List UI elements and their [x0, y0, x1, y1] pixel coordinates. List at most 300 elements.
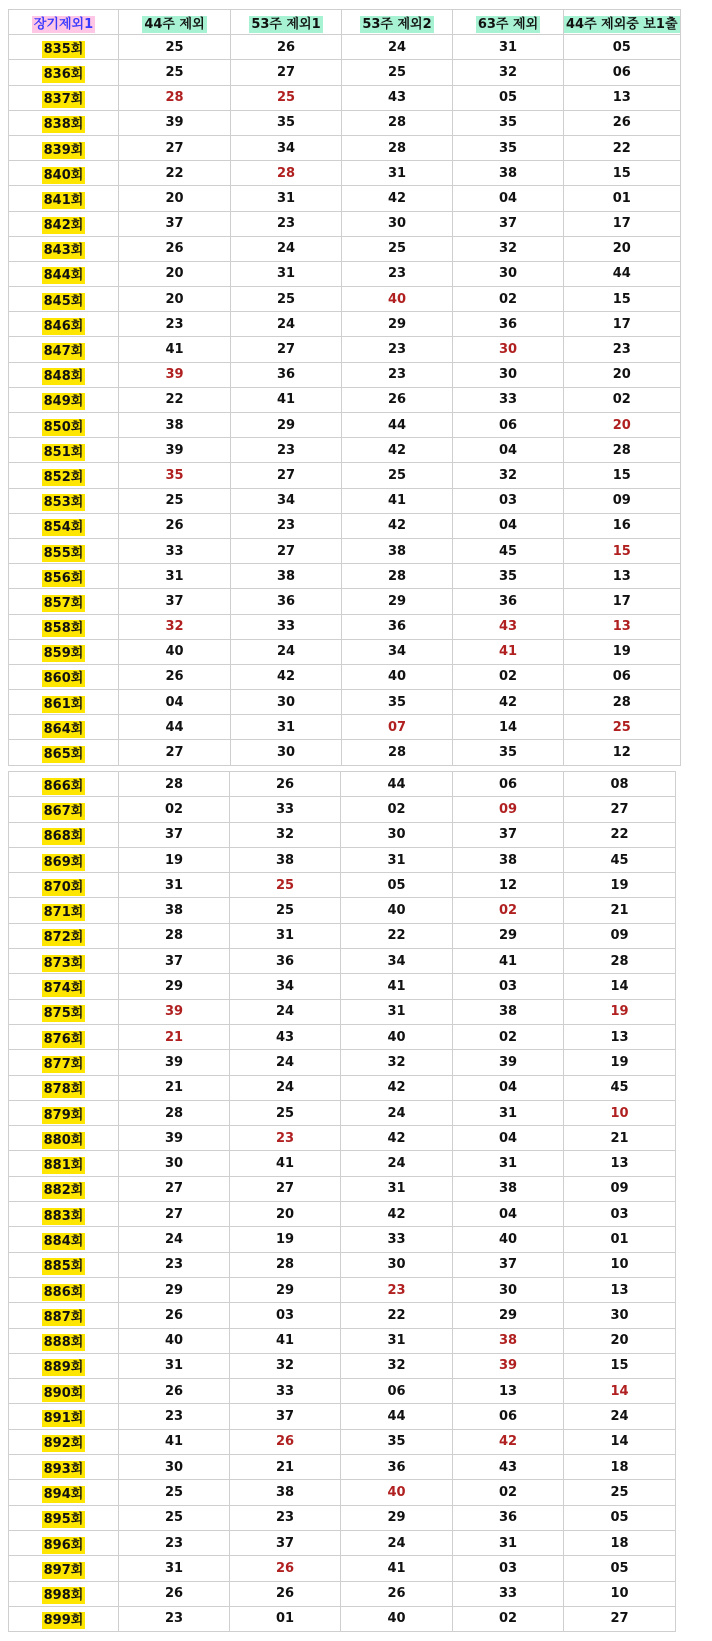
exclude-63w-cell: 30 [453, 362, 564, 387]
exclude-44w-bonus-cell: 19 [564, 873, 676, 898]
exclude-53w-1-cell: 36 [231, 589, 342, 614]
round-label: 866회 [43, 778, 84, 794]
round-cell [9, 488, 119, 513]
exclude-53w-2-cell: 24 [341, 1151, 453, 1176]
column-header [119, 10, 231, 35]
exclude-53w-2-cell: 26 [342, 387, 453, 412]
round-label: 872회 [43, 930, 84, 946]
round-label: 874회 [43, 981, 84, 997]
exclude-44w-bonus-cell: 22 [564, 822, 676, 847]
exclude-44w-cell: 27 [119, 740, 231, 765]
exclude-53w-2-cell: 40 [342, 664, 453, 689]
round-cell [9, 287, 119, 312]
round-cell [9, 1429, 119, 1454]
round-cell [9, 387, 119, 412]
round-label: 865회 [43, 747, 84, 763]
exclude-53w-2-cell: 28 [342, 110, 453, 135]
table-row [9, 85, 681, 110]
exclude-44w-bonus-cell: 25 [564, 715, 681, 740]
exclude-44w-cell: 37 [119, 211, 231, 236]
round-cell [9, 413, 119, 438]
exclude-63w-cell: 02 [453, 898, 564, 923]
table-row [9, 898, 676, 923]
exclude-44w-cell: 25 [119, 35, 231, 60]
exclude-53w-2-cell: 31 [341, 1328, 453, 1353]
exclude-63w-cell: 32 [453, 463, 564, 488]
table-row [9, 949, 676, 974]
exclude-63w-cell: 36 [453, 589, 564, 614]
exclude-53w-1-cell: 34 [231, 488, 342, 513]
round-cell [9, 1530, 119, 1555]
table-row [9, 740, 681, 765]
exclude-44w-cell: 33 [119, 538, 231, 563]
round-cell [9, 1024, 119, 1049]
exclude-53w-2-cell: 25 [342, 236, 453, 261]
exclude-63w-cell: 30 [453, 337, 564, 362]
exclude-63w-cell: 42 [453, 690, 564, 715]
exclude-44w-cell: 37 [119, 589, 231, 614]
exclude-44w-cell: 37 [119, 822, 230, 847]
exclude-44w-bonus-cell: 45 [564, 847, 676, 872]
round-label: 889회 [43, 1360, 84, 1376]
round-label: 899회 [43, 1613, 84, 1629]
round-label: 890회 [43, 1385, 84, 1401]
exclude-44w-bonus-cell: 22 [564, 135, 681, 160]
exclude-53w-2-cell: 42 [341, 1202, 453, 1227]
exclude-44w-bonus-cell: 19 [564, 639, 681, 664]
exclude-44w-cell: 39 [119, 110, 231, 135]
exclude-44w-bonus-cell: 18 [564, 1530, 676, 1555]
exclude-63w-cell: 05 [453, 85, 564, 110]
exclude-63w-cell: 33 [453, 387, 564, 412]
exclude-53w-2-cell: 23 [342, 362, 453, 387]
exclude-53w-1-cell: 25 [230, 1100, 341, 1125]
exclude-63w-cell: 45 [453, 538, 564, 563]
round-label: 838회 [43, 117, 84, 133]
exclude-44w-cell: 32 [119, 614, 231, 639]
exclude-44w-bonus-cell: 28 [564, 690, 681, 715]
exclude-44w-bonus-cell: 27 [564, 797, 676, 822]
exclude-44w-cell: 26 [119, 1379, 230, 1404]
exclude-44w-bonus-cell: 30 [564, 1303, 676, 1328]
round-cell [9, 85, 119, 110]
exclude-53w-1-cell: 25 [230, 898, 341, 923]
exclude-44w-bonus-cell: 26 [564, 110, 681, 135]
round-label: 894회 [43, 1486, 84, 1502]
exclude-63w-cell: 39 [453, 1050, 564, 1075]
exclude-53w-2-cell: 41 [341, 1556, 453, 1581]
exclusion-table-1 [8, 9, 681, 766]
round-label: 840회 [43, 167, 84, 183]
round-label: 853회 [43, 495, 84, 511]
exclude-53w-2-cell: 35 [341, 1429, 453, 1454]
round-cell [9, 974, 119, 999]
exclude-63w-cell: 38 [453, 1328, 564, 1353]
round-label: 875회 [43, 1006, 84, 1022]
exclude-44w-bonus-cell: 13 [564, 1024, 676, 1049]
exclude-44w-cell: 38 [119, 413, 231, 438]
exclude-63w-cell: 04 [453, 438, 564, 463]
exclude-53w-1-cell: 23 [230, 1126, 341, 1151]
exclude-44w-cell: 23 [119, 1530, 230, 1555]
round-label: 845회 [43, 293, 84, 309]
round-label: 851회 [43, 444, 84, 460]
exclude-53w-2-cell: 34 [341, 949, 453, 974]
exclude-44w-bonus-cell: 09 [564, 488, 681, 513]
exclude-53w-2-cell: 40 [342, 287, 453, 312]
exclude-53w-2-cell: 35 [342, 690, 453, 715]
round-cell [9, 337, 119, 362]
table-row [9, 589, 681, 614]
exclude-63w-cell: 12 [453, 873, 564, 898]
exclude-53w-2-cell: 32 [341, 1353, 453, 1378]
round-label: 867회 [43, 803, 84, 819]
exclude-44w-cell: 28 [119, 1100, 230, 1125]
table-row [9, 110, 681, 135]
round-label: 855회 [43, 545, 84, 561]
exclude-53w-2-cell: 29 [342, 589, 453, 614]
column-header-label: 53주 제외2 [362, 16, 432, 32]
column-header [231, 10, 342, 35]
round-cell [9, 1303, 119, 1328]
table-row [9, 1606, 676, 1631]
exclude-53w-1-cell: 32 [230, 822, 341, 847]
exclude-53w-1-cell: 28 [230, 1252, 341, 1277]
table-row [9, 847, 676, 872]
exclude-44w-bonus-cell: 17 [564, 589, 681, 614]
round-label: 893회 [43, 1461, 84, 1477]
exclude-53w-1-cell: 35 [231, 110, 342, 135]
exclude-53w-1-cell: 41 [231, 387, 342, 412]
exclude-53w-2-cell: 31 [341, 847, 453, 872]
exclude-53w-1-cell: 27 [231, 60, 342, 85]
exclude-63w-cell: 06 [453, 1404, 564, 1429]
exclude-53w-1-cell: 33 [230, 797, 341, 822]
exclude-44w-bonus-cell: 06 [564, 60, 681, 85]
exclude-63w-cell: 42 [453, 1429, 564, 1454]
exclude-53w-1-cell: 31 [230, 923, 341, 948]
exclude-53w-1-cell: 38 [231, 564, 342, 589]
exclude-53w-1-cell: 03 [230, 1303, 341, 1328]
exclude-53w-1-cell: 29 [231, 413, 342, 438]
round-label: 892회 [43, 1436, 84, 1452]
exclude-44w-cell: 35 [119, 463, 231, 488]
exclude-44w-bonus-cell: 21 [564, 898, 676, 923]
exclude-44w-bonus-cell: 27 [564, 1606, 676, 1631]
exclude-53w-1-cell: 25 [231, 287, 342, 312]
exclude-53w-1-cell: 31 [231, 261, 342, 286]
exclude-53w-2-cell: 28 [342, 564, 453, 589]
round-cell [9, 236, 119, 261]
round-cell [9, 639, 119, 664]
exclude-44w-cell: 28 [119, 772, 230, 797]
exclude-44w-cell: 26 [119, 513, 231, 538]
exclude-63w-cell: 37 [453, 211, 564, 236]
exclude-44w-bonus-cell: 05 [564, 35, 681, 60]
round-label: 857회 [43, 595, 84, 611]
exclude-63w-cell: 38 [453, 161, 564, 186]
exclude-53w-2-cell: 23 [341, 1277, 453, 1302]
exclude-63w-cell: 35 [453, 110, 564, 135]
round-cell [9, 898, 119, 923]
column-header [453, 10, 564, 35]
exclude-44w-bonus-cell: 20 [564, 236, 681, 261]
exclude-53w-1-cell: 23 [231, 211, 342, 236]
exclude-44w-cell: 30 [119, 1455, 230, 1480]
exclude-53w-1-cell: 38 [230, 1480, 341, 1505]
exclude-44w-bonus-cell: 13 [564, 85, 681, 110]
round-cell [9, 1100, 119, 1125]
exclude-53w-1-cell: 26 [230, 1429, 341, 1454]
table-row [9, 211, 681, 236]
exclude-63w-cell: 04 [453, 186, 564, 211]
exclude-44w-bonus-cell: 24 [564, 1404, 676, 1429]
exclude-53w-2-cell: 28 [342, 740, 453, 765]
exclude-53w-1-cell: 33 [231, 614, 342, 639]
exclude-53w-1-cell: 34 [230, 974, 341, 999]
round-label: 843회 [43, 243, 84, 259]
exclude-63w-cell: 39 [453, 1353, 564, 1378]
round-cell [9, 35, 119, 60]
table-row [9, 1202, 676, 1227]
column-header-label: 53주 제외1 [251, 16, 321, 32]
column-header-label: 63주 제외 [477, 16, 539, 32]
table-row [9, 1505, 676, 1530]
exclude-53w-1-cell: 26 [230, 772, 341, 797]
table-row [9, 1429, 676, 1454]
exclude-63w-cell: 32 [453, 60, 564, 85]
exclude-44w-bonus-cell: 17 [564, 312, 681, 337]
round-label: 850회 [43, 419, 84, 435]
exclude-44w-bonus-cell: 15 [564, 538, 681, 563]
table-row [9, 664, 681, 689]
exclude-44w-bonus-cell: 44 [564, 261, 681, 286]
exclude-53w-1-cell: 28 [231, 161, 342, 186]
exclude-53w-1-cell: 27 [231, 337, 342, 362]
exclude-44w-bonus-cell: 09 [564, 923, 676, 948]
round-cell [9, 1176, 119, 1201]
exclude-53w-1-cell: 26 [230, 1581, 341, 1606]
table-row [9, 974, 676, 999]
table-row [9, 1227, 676, 1252]
exclude-53w-1-cell: 25 [230, 873, 341, 898]
exclude-44w-bonus-cell: 18 [564, 1455, 676, 1480]
exclude-53w-2-cell: 40 [341, 1606, 453, 1631]
exclude-53w-1-cell: 24 [231, 639, 342, 664]
table-row [9, 797, 676, 822]
exclude-53w-1-cell: 34 [231, 135, 342, 160]
table-row [9, 513, 681, 538]
round-cell [9, 438, 119, 463]
exclude-53w-1-cell: 24 [230, 1075, 341, 1100]
exclude-44w-bonus-cell: 13 [564, 1151, 676, 1176]
table-row [9, 438, 681, 463]
table-row [9, 1252, 676, 1277]
exclude-44w-cell: 28 [119, 923, 230, 948]
round-label: 878회 [43, 1082, 84, 1098]
round-label: 886회 [43, 1284, 84, 1300]
exclude-63w-cell: 04 [453, 513, 564, 538]
exclude-44w-bonus-cell: 45 [564, 1075, 676, 1100]
round-cell [9, 740, 119, 765]
exclude-44w-cell: 26 [119, 1303, 230, 1328]
exclude-53w-2-cell: 05 [341, 873, 453, 898]
exclude-63w-cell: 41 [453, 949, 564, 974]
exclude-63w-cell: 37 [453, 822, 564, 847]
round-label: 888회 [43, 1335, 84, 1351]
exclude-44w-cell: 41 [119, 337, 231, 362]
table-row [9, 1530, 676, 1555]
round-label: 860회 [43, 671, 84, 687]
round-label: 848회 [43, 369, 84, 385]
table-row [9, 1151, 676, 1176]
exclusion-table-2 [8, 771, 676, 1632]
exclude-44w-cell: 31 [119, 564, 231, 589]
round-label: 868회 [43, 829, 84, 845]
round-cell [9, 715, 119, 740]
exclude-53w-2-cell: 07 [342, 715, 453, 740]
exclude-63w-cell: 41 [453, 639, 564, 664]
exclude-44w-cell: 26 [119, 236, 231, 261]
exclude-63w-cell: 03 [453, 1556, 564, 1581]
round-cell [9, 1151, 119, 1176]
exclude-53w-1-cell: 24 [231, 236, 342, 261]
exclude-63w-cell: 36 [453, 1505, 564, 1530]
table-row [9, 1024, 676, 1049]
exclude-53w-1-cell: 20 [230, 1202, 341, 1227]
round-cell [9, 1050, 119, 1075]
exclude-53w-1-cell: 42 [231, 664, 342, 689]
round-cell [9, 1581, 119, 1606]
round-label: 877회 [43, 1056, 84, 1072]
exclude-44w-cell: 26 [119, 1581, 230, 1606]
exclude-44w-cell: 31 [119, 873, 230, 898]
round-cell [9, 312, 119, 337]
round-cell [9, 1606, 119, 1631]
exclude-53w-2-cell: 41 [341, 974, 453, 999]
exclude-44w-bonus-cell: 13 [564, 564, 681, 589]
exclude-63w-cell: 13 [453, 1379, 564, 1404]
exclude-44w-cell: 20 [119, 186, 231, 211]
round-label: 871회 [43, 905, 84, 921]
round-label: 836회 [43, 66, 84, 82]
exclude-44w-bonus-cell: 05 [564, 1505, 676, 1530]
table-row [9, 639, 681, 664]
round-label: 896회 [43, 1537, 84, 1553]
exclude-53w-1-cell: 21 [230, 1455, 341, 1480]
table-row [9, 772, 676, 797]
exclude-63w-cell: 06 [453, 772, 564, 797]
exclude-44w-cell: 44 [119, 715, 231, 740]
round-cell [9, 1404, 119, 1429]
exclude-53w-1-cell: 43 [230, 1024, 341, 1049]
exclude-44w-cell: 37 [119, 949, 230, 974]
exclude-53w-2-cell: 31 [342, 161, 453, 186]
exclude-44w-cell: 26 [119, 664, 231, 689]
exclude-63w-cell: 35 [453, 135, 564, 160]
exclude-53w-1-cell: 30 [231, 740, 342, 765]
exclude-53w-1-cell: 37 [230, 1404, 341, 1429]
exclude-63w-cell: 38 [453, 999, 564, 1024]
exclude-53w-1-cell: 27 [230, 1176, 341, 1201]
exclude-44w-bonus-cell: 06 [564, 664, 681, 689]
exclude-44w-cell: 20 [119, 261, 231, 286]
exclude-44w-cell: 22 [119, 161, 231, 186]
exclude-63w-cell: 33 [453, 1581, 564, 1606]
table-row [9, 312, 681, 337]
round-label: 856회 [43, 570, 84, 586]
round-label: 882회 [43, 1183, 84, 1199]
exclude-63w-cell: 03 [453, 974, 564, 999]
round-cell [9, 1556, 119, 1581]
round-cell [9, 1227, 119, 1252]
exclude-53w-2-cell: 40 [341, 1024, 453, 1049]
exclude-53w-1-cell: 25 [231, 85, 342, 110]
table-row [9, 1075, 676, 1100]
table-row [9, 1176, 676, 1201]
exclude-53w-1-cell: 26 [230, 1556, 341, 1581]
exclude-44w-bonus-cell: 10 [564, 1581, 676, 1606]
exclude-63w-cell: 32 [453, 236, 564, 261]
table-row [9, 135, 681, 160]
exclude-44w-cell: 31 [119, 1353, 230, 1378]
column-header-label: 44주 제외 [144, 16, 205, 32]
round-label: 898회 [43, 1588, 84, 1604]
exclude-53w-1-cell: 24 [230, 999, 341, 1024]
exclude-53w-2-cell: 29 [342, 312, 453, 337]
exclude-63w-cell: 02 [453, 1480, 564, 1505]
round-label: 837회 [43, 92, 84, 108]
exclude-53w-1-cell: 29 [230, 1277, 341, 1302]
exclude-44w-cell: 39 [119, 1126, 230, 1151]
round-cell [9, 614, 119, 639]
round-cell [9, 873, 119, 898]
exclude-44w-cell: 29 [119, 1277, 230, 1302]
exclude-53w-2-cell: 25 [342, 60, 453, 85]
round-label: 891회 [43, 1411, 84, 1427]
column-header [342, 10, 453, 35]
exclude-53w-2-cell: 22 [341, 1303, 453, 1328]
exclude-63w-cell: 37 [453, 1252, 564, 1277]
exclude-44w-cell: 23 [119, 312, 231, 337]
exclude-53w-2-cell: 30 [341, 1252, 453, 1277]
table-row [9, 387, 681, 412]
exclude-44w-bonus-cell: 01 [564, 1227, 676, 1252]
exclude-44w-cell: 29 [119, 974, 230, 999]
round-cell [9, 1480, 119, 1505]
exclude-53w-1-cell: 24 [230, 1050, 341, 1075]
exclude-44w-cell: 27 [119, 135, 231, 160]
exclude-53w-1-cell: 01 [230, 1606, 341, 1631]
exclude-53w-2-cell: 31 [341, 1176, 453, 1201]
exclude-63w-cell: 30 [453, 261, 564, 286]
exclude-44w-cell: 40 [119, 1328, 230, 1353]
exclude-44w-bonus-cell: 15 [564, 287, 681, 312]
table-row [9, 690, 681, 715]
round-cell [9, 999, 119, 1024]
exclude-44w-bonus-cell: 20 [564, 362, 681, 387]
table-row [9, 362, 681, 387]
exclude-53w-2-cell: 29 [341, 1505, 453, 1530]
exclude-63w-cell: 02 [453, 1606, 564, 1631]
exclude-53w-1-cell: 38 [230, 847, 341, 872]
round-label: 880회 [43, 1132, 84, 1148]
round-label: 846회 [43, 318, 84, 334]
exclude-63w-cell: 36 [453, 312, 564, 337]
table-row [9, 1581, 676, 1606]
round-cell [9, 60, 119, 85]
table-row [9, 822, 676, 847]
